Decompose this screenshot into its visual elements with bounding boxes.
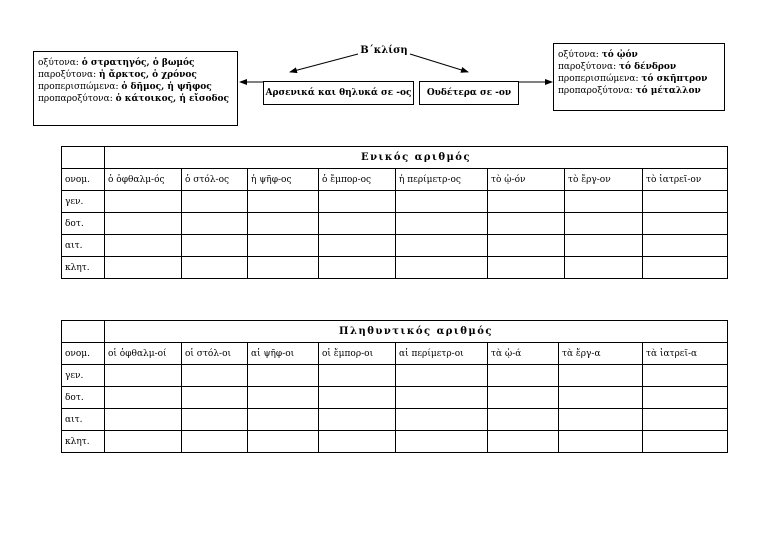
blank-cell[interactable] (105, 235, 182, 257)
case-label: γεν. (62, 365, 105, 387)
example-line: οξύτονα: τό ᾠόν (558, 50, 638, 60)
table-row (62, 235, 728, 257)
blank-cell[interactable] (248, 191, 319, 213)
case-label: αιτ. (62, 235, 105, 257)
blank-cell[interactable] (105, 365, 182, 387)
case-label: δοτ. (62, 387, 105, 409)
blank-cell[interactable] (182, 213, 248, 235)
corner-cell (62, 147, 105, 169)
blank-cell[interactable] (396, 387, 488, 409)
noun-cell: οἱ ἔμπορ-οι (319, 343, 396, 365)
masc-fem-category-box: Αρσενικά και θηλυκά σε -ος (263, 81, 414, 105)
blank-cell[interactable] (248, 213, 319, 235)
blank-cell[interactable] (182, 365, 248, 387)
noun-cell: τὰ ἰατρεῖ-α (643, 343, 728, 365)
noun-cell: αἱ ψῆφ-οι (248, 343, 319, 365)
table-title: Ενικός αριθμός (105, 147, 728, 169)
table-row (62, 431, 728, 453)
blank-cell[interactable] (105, 191, 182, 213)
blank-cell[interactable] (248, 257, 319, 279)
plural-table (61, 320, 728, 453)
case-label: ονομ. (62, 169, 105, 191)
blank-cell[interactable] (488, 191, 565, 213)
noun-cell: ὁ ὀφθαλμ-ός (105, 169, 182, 191)
table-row (62, 213, 728, 235)
table-row (62, 409, 728, 431)
blank-cell[interactable] (319, 191, 396, 213)
blank-cell[interactable] (565, 191, 643, 213)
blank-cell[interactable] (182, 191, 248, 213)
blank-cell[interactable] (105, 431, 182, 453)
noun-cell: οἱ ὀφθαλμ-οί (105, 343, 182, 365)
blank-cell[interactable] (248, 235, 319, 257)
blank-cell[interactable] (396, 431, 488, 453)
example-line: οξύτονα: ὁ στρατηγός, ὁ βωμός (38, 58, 195, 68)
heading-klisi: Β΄κλίση (360, 45, 408, 56)
blank-cell[interactable] (396, 409, 488, 431)
case-label: κλητ. (62, 257, 105, 279)
blank-cell[interactable] (319, 213, 396, 235)
neuter-category-box: Ουδέτερα σε -ον (419, 81, 519, 105)
blank-cell[interactable] (319, 257, 396, 279)
blank-cell[interactable] (105, 409, 182, 431)
noun-cell: τὸ ἰατρεῖ-ον (643, 169, 728, 191)
table-row (62, 343, 728, 365)
blank-cell[interactable] (559, 365, 643, 387)
blank-cell[interactable] (396, 213, 488, 235)
blank-cell[interactable] (488, 213, 565, 235)
blank-cell[interactable] (565, 235, 643, 257)
blank-cell[interactable] (643, 257, 728, 279)
arrow-to-masc (290, 54, 358, 72)
blank-cell[interactable] (319, 431, 396, 453)
blank-cell[interactable] (643, 409, 728, 431)
blank-cell[interactable] (643, 365, 728, 387)
blank-cell[interactable] (565, 257, 643, 279)
blank-cell[interactable] (643, 235, 728, 257)
table-row (62, 191, 728, 213)
blank-cell[interactable] (488, 387, 559, 409)
blank-cell[interactable] (182, 257, 248, 279)
blank-cell[interactable] (488, 257, 565, 279)
table-row (62, 387, 728, 409)
blank-cell[interactable] (488, 431, 559, 453)
blank-cell[interactable] (248, 409, 319, 431)
example-line: παροξύτονα: ἡ ἄρκτος, ὁ χρόνος (38, 70, 197, 80)
noun-cell: ὁ ἔμπορ-ος (319, 169, 396, 191)
blank-cell[interactable] (488, 235, 565, 257)
table-row (62, 257, 728, 279)
case-label: κλητ. (62, 431, 105, 453)
blank-cell[interactable] (105, 257, 182, 279)
blank-cell[interactable] (643, 431, 728, 453)
table-row (62, 169, 728, 191)
case-label: δοτ. (62, 213, 105, 235)
blank-cell[interactable] (488, 409, 559, 431)
blank-cell[interactable] (248, 431, 319, 453)
blank-cell[interactable] (396, 191, 488, 213)
noun-cell: οἱ στόλ-οι (182, 343, 248, 365)
table-title: Πληθυντικός αριθμός (105, 321, 728, 343)
blank-cell[interactable] (319, 365, 396, 387)
case-label: ονομ. (62, 343, 105, 365)
blank-cell[interactable] (643, 191, 728, 213)
table-row (62, 365, 728, 387)
blank-cell[interactable] (182, 431, 248, 453)
blank-cell[interactable] (248, 365, 319, 387)
blank-cell[interactable] (488, 365, 559, 387)
noun-cell: τὰ ᾠ-ά (488, 343, 559, 365)
blank-cell[interactable] (559, 409, 643, 431)
case-label: αιτ. (62, 409, 105, 431)
neuter-examples-box (553, 43, 725, 111)
blank-cell[interactable] (182, 409, 248, 431)
noun-cell: τὸ ᾠ-όν (488, 169, 565, 191)
blank-cell[interactable] (565, 213, 643, 235)
table-row (62, 147, 728, 169)
blank-cell[interactable] (248, 387, 319, 409)
example-line: προπερισπώμενα: ὁ δῆμος, ἡ ψῆφος (38, 82, 212, 92)
blank-cell[interactable] (396, 235, 488, 257)
table-row (62, 321, 728, 343)
blank-cell[interactable] (559, 387, 643, 409)
example-line: προπαροξύτονα: τό μέταλλον (558, 86, 701, 96)
noun-cell: τὰ ἔργ-α (559, 343, 643, 365)
example-line: προπερισπώμενα: τό σκῆπτρον (558, 74, 708, 84)
noun-cell: ἡ περίμετρ-ος (396, 169, 488, 191)
blank-cell[interactable] (319, 235, 396, 257)
blank-cell[interactable] (319, 387, 396, 409)
blank-cell[interactable] (643, 213, 728, 235)
blank-cell[interactable] (396, 365, 488, 387)
corner-cell (62, 321, 105, 343)
noun-cell: ὁ στόλ-ος (182, 169, 248, 191)
singular-table (61, 146, 728, 279)
case-label: γεν. (62, 191, 105, 213)
blank-cell[interactable] (396, 257, 488, 279)
example-line: προπαροξύτονα: ὁ κάτοικος, ἡ εἴσοδος (38, 94, 229, 104)
noun-cell: ἡ ψῆφ-ος (248, 169, 319, 191)
blank-cell[interactable] (319, 409, 396, 431)
example-line: παροξύτονα: τό δένδρον (558, 62, 677, 72)
blank-cell[interactable] (559, 431, 643, 453)
blank-cell[interactable] (182, 235, 248, 257)
masc-fem-examples-box (33, 51, 238, 126)
blank-cell[interactable] (182, 387, 248, 409)
blank-cell[interactable] (105, 213, 182, 235)
blank-cell[interactable] (105, 387, 182, 409)
noun-cell: τὸ ἔργ-ον (565, 169, 643, 191)
blank-cell[interactable] (643, 387, 728, 409)
noun-cell: αἱ περίμετρ-οι (396, 343, 488, 365)
arrow-to-neut (410, 54, 468, 72)
